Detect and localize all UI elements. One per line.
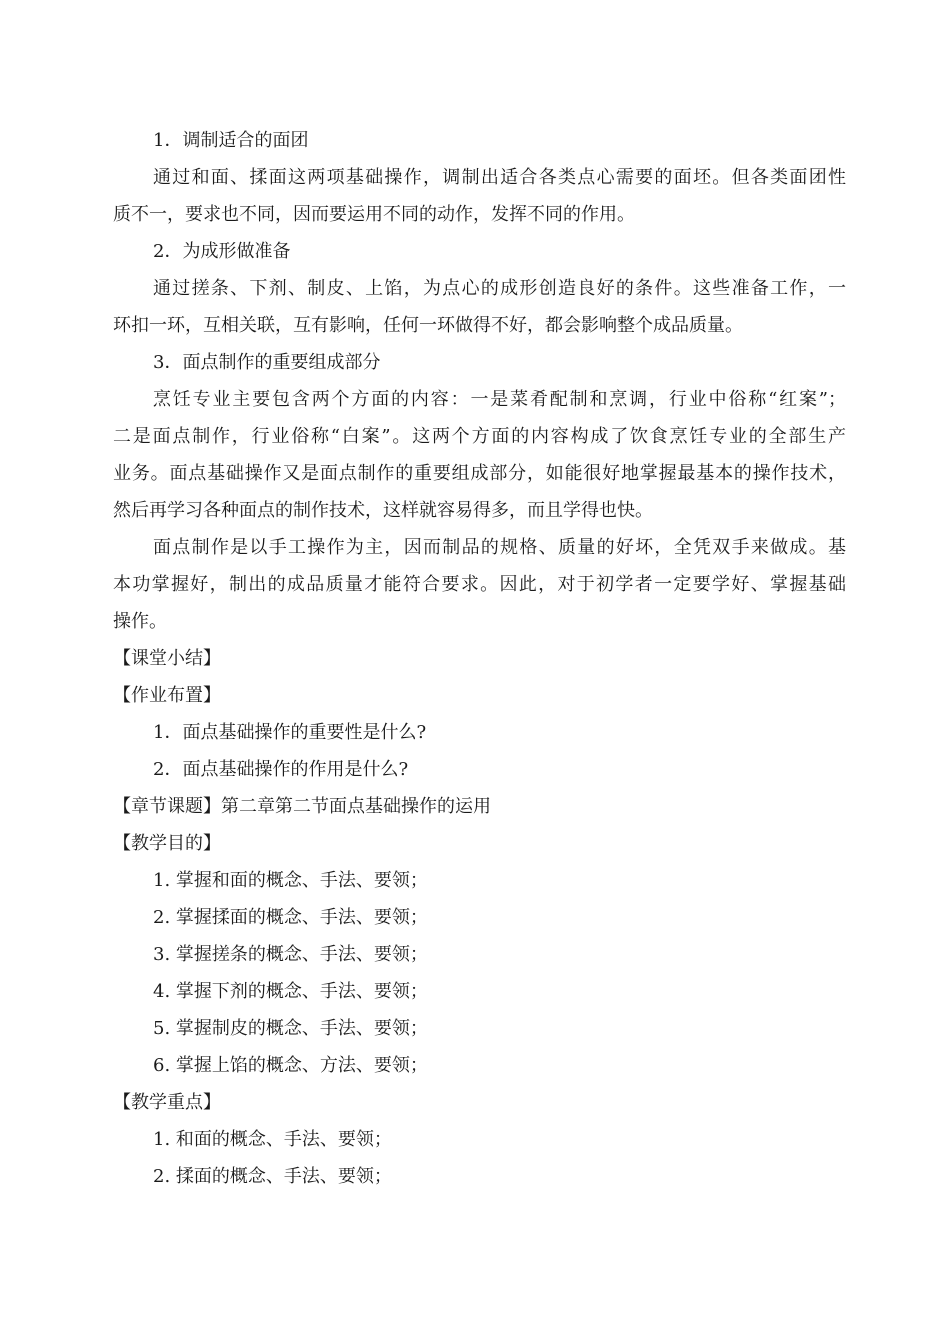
section-label-homework: 【作业布置】 <box>113 685 221 706</box>
goal-item: 6. 掌握上馅的概念、方法、要领； <box>153 1055 428 1076</box>
homework-item: 2．面点基础操作的作用是什么? <box>153 759 409 780</box>
paragraph-line: 烹饪专业主要包含两个方面的内容：一是菜肴配制和烹调，行业中俗称“红案”； <box>153 389 846 410</box>
paragraph-line: 通过和面、揉面这两项基础操作，调制出适合各类点心需要的面坯。但各类面团性 <box>153 167 846 188</box>
section-label-chapter-topic: 【章节课题】第二章第二节面点基础操作的运用 <box>113 796 491 817</box>
goal-item: 5. 掌握制皮的概念、手法、要领； <box>153 1018 428 1039</box>
goal-item: 2. 掌握揉面的概念、手法、要领； <box>153 907 428 928</box>
key-point-item: 2. 揉面的概念、手法、要领； <box>153 1166 392 1187</box>
paragraph-line: 面点制作是以手工操作为主，因而制品的规格、质量的好坏，全凭双手来做成。基 <box>153 537 846 558</box>
homework-item: 1．面点基础操作的重要性是什么? <box>153 722 427 743</box>
key-point-item: 1. 和面的概念、手法、要领； <box>153 1129 392 1150</box>
paragraph-line: 业务。面点基础操作又是面点制作的重要组成部分，如能很好地掌握最基本的操作技术， <box>113 463 846 484</box>
subheading-2: 2．为成形做准备 <box>153 241 291 262</box>
paragraph-line: 然后再学习各种面点的制作技术，这样就容易得多，而且学得也快。 <box>113 500 653 521</box>
subheading-3: 3．面点制作的重要组成部分 <box>153 352 381 373</box>
paragraph-line: 环扣一环，互相关联，互有影响，任何一环做得不好，都会影响整个成品质量。 <box>113 315 743 336</box>
document-body <box>113 122 846 1195</box>
section-label-summary: 【课堂小结】 <box>113 648 221 669</box>
section-label-key-points: 【教学重点】 <box>113 1092 221 1113</box>
paragraph-line: 质不一，要求也不同，因而要运用不同的动作，发挥不同的作用。 <box>113 204 635 225</box>
goal-item: 1. 掌握和面的概念、手法、要领； <box>153 870 428 891</box>
paragraph-line: 操作。 <box>113 611 167 632</box>
section-label-teaching-goals: 【教学目的】 <box>113 833 221 854</box>
paragraph-line: 二是面点制作，行业俗称“白案”。这两个方面的内容构成了饮食烹饪专业的全部生产 <box>113 426 846 447</box>
goal-item: 3. 掌握搓条的概念、手法、要领； <box>153 944 428 965</box>
subheading-1: 1．调制适合的面团 <box>153 130 309 151</box>
goal-item: 4. 掌握下剂的概念、手法、要领； <box>153 981 428 1002</box>
paragraph-line: 本功掌握好，制出的成品质量才能符合要求。因此，对于初学者一定要学好、掌握基础 <box>113 574 846 595</box>
paragraph-line: 通过搓条、下剂、制皮、上馅，为点心的成形创造良好的条件。这些准备工作，一 <box>153 278 846 299</box>
